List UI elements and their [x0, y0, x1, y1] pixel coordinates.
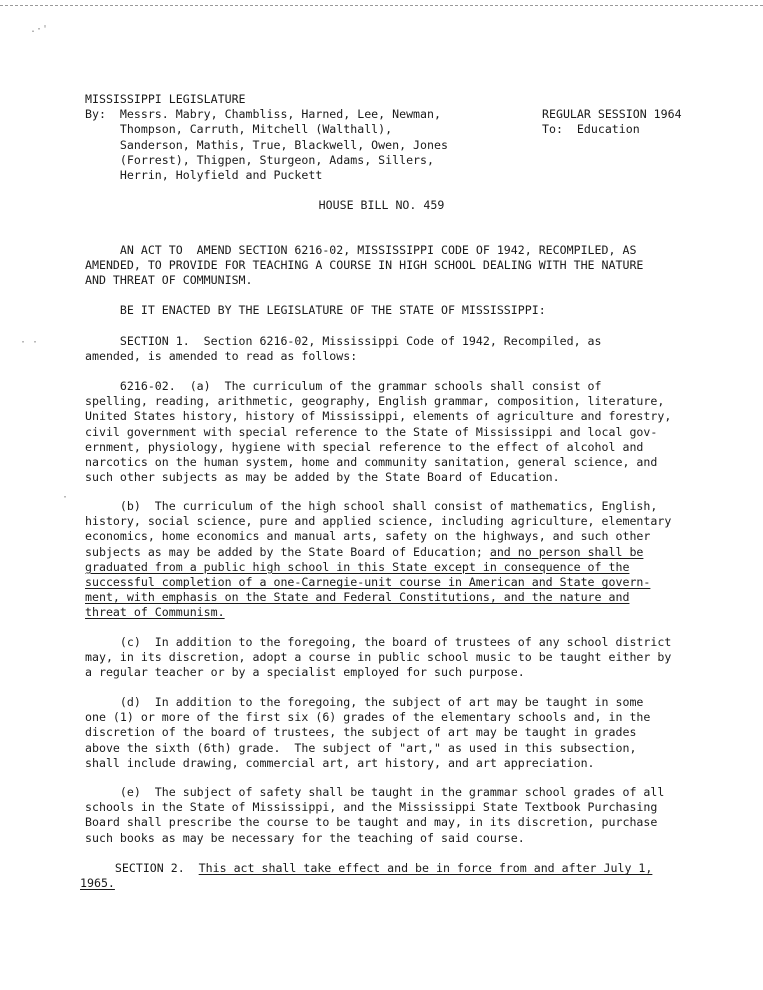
committee-label: To: Education — [542, 122, 640, 137]
sponsors-line: Herrin, Holyfield and Puckett — [85, 168, 323, 183]
paragraph-e: (e) The subject of safety shall be taught in the grammar school grades of all schools in the State of Mississippi, and the Mississippi State Textbook Purchasing Board shall prescribe the course to be taught and may, in its discretion, purchase such books as may be necessary for the teaching of said course. — [85, 785, 665, 845]
paragraph-c: (c) In addition to the foregoing, the board of trustees of any school district may, in its discretion, adopt a course in public school music to be taught either by a regular teacher or by a specialist employed for such purpose. — [85, 635, 672, 680]
amendment-underline: This act shall take effect and be in force from and after July 1, — [198, 861, 653, 875]
enacting-clause: BE IT ENACTED BY THE LEGISLATURE OF THE STATE OF MISSISSIPPI: — [85, 303, 546, 317]
mixed-line: SECTION 2. This act shall take effect and be in force from and after July 1, — [80, 861, 653, 875]
scan-edge — [0, 0, 763, 6]
scan-speck: · · — [20, 337, 39, 348]
header-right — [542, 107, 682, 137]
amendment-underline: threat of Communism. — [85, 605, 225, 620]
paragraph-b: (b) The curriculum of the high school shall consist of mathematics, English, history, social science, pure and applied science, including agriculture, elementary economics, home economics and manual arts, safety on the highways, and such other subjects as may be added by the State Board of Education; and no person shall be graduated from a public high school in this State except in consequence of the successful completion of a one-Carnegie-unit course in American and State govern- ment, with emphasis on the State and Federal Constitutions, and the nature and threat of Communism. — [85, 499, 672, 620]
scan-speck: .·' — [30, 24, 49, 35]
sponsors-line: Sanderson, Mathis, True, Blackwell, Owen, Jones — [85, 137, 448, 152]
effective-year: 1965. — [80, 876, 115, 891]
bill-title: HOUSE BILL NO. 459 — [318, 198, 445, 212]
sponsors-line: (Forrest), Thigpen, Sturgeon, Adams, Sillers, — [85, 152, 435, 167]
paragraph-d: (d) In addition to the foregoing, the subject of art may be taught in some one (1) or more of the first six (6) grades of the elementary schools and, in the discretion of the board of trustees, the subject of art may be taught in grades above the sixth (6th) grade. The subject of "art," as used in this subsection, shall include drawing, commercial art, art history, and art appreciation. — [85, 695, 651, 770]
act-title: AN ACT TO AMEND SECTION 6216-02, MISSISSIPPI CODE OF 1942, RECOMPILED, AS AMENDED, TO PROVIDE FOR TEACHING A COURSE IN HIGH SCHOOL DEALING WITH THE NATURE AND THREAT OF COMMUNISM. — [85, 243, 644, 288]
scan-speck: · — [62, 492, 69, 503]
legislature-name: MISSISSIPPI LEGISLATURE — [85, 92, 246, 106]
amendment-underline: ment, with emphasis on the State and Federal Constitutions, and the nature and — [85, 590, 630, 605]
sponsors-line: Thompson, Carruth, Mitchell (Walthall), — [85, 122, 393, 137]
amendment-underline: and no person shall be — [489, 544, 644, 559]
sponsors-line: By: Messrs. Mabry, Chambliss, Harned, Lee, Newman, — [85, 107, 441, 122]
amendment-underline: graduated from a public high school in this State except in consequence of the — [85, 559, 630, 574]
paragraph-a: 6216-02. (a) The curriculum of the grammar schools shall consist of spelling, reading, arithmetic, geography, English grammar, composition, literature, United States history, history of Mississippi, elements of agriculture and forestry, civil government with special reference to the State of Mississippi and local gov- ernment, physiology, hygiene with special reference to the effect of alcohol and narcotics on the human system, home and community sanitation, general science, and such other subjects as may be added by the State Board of Education. — [85, 379, 672, 485]
session-label: REGULAR SESSION 1964 — [542, 107, 682, 121]
section-1: SECTION 1. Section 6216-02, Mississippi Code of 1942, Recompiled, as amended, is amended to read as follows: — [85, 334, 602, 364]
header-left — [85, 92, 448, 183]
section-2 — [80, 861, 652, 891]
amendment-underline: successful completion of a one-Carnegie-unit course in American and State govern- — [85, 575, 651, 590]
mixed-line: subjects as may be added by the State Board of Education; and no person shall be — [85, 544, 644, 559]
